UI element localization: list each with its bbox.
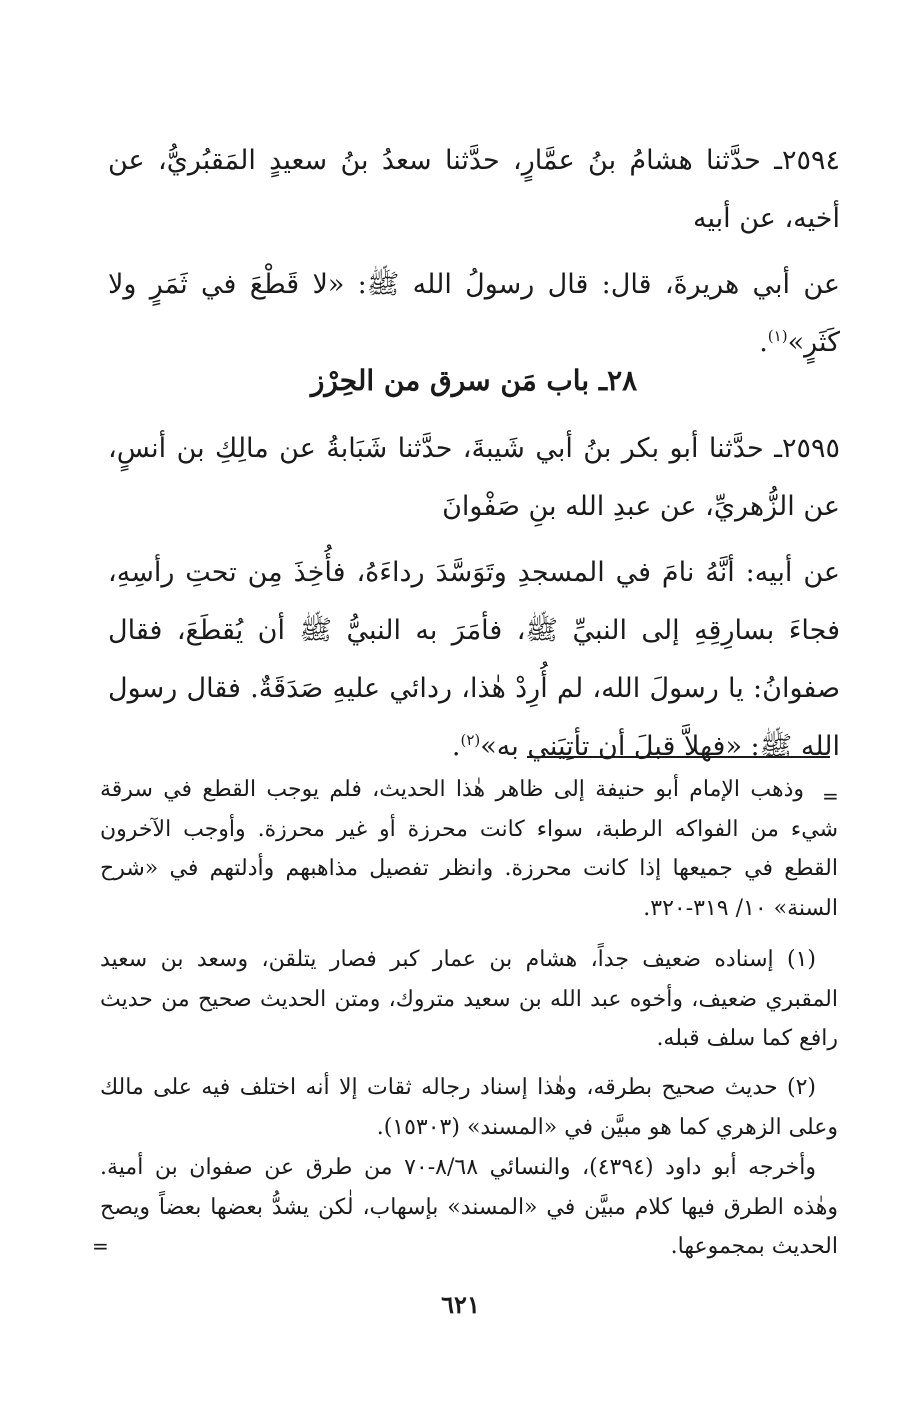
- hadith-2594-chain: ٢٥٩٤ـ حدَّثنا هشامُ بنُ عمَّارٍ، حدَّثنا سعدُ بنُ سعيدٍ المَقبُريُّ، عن أخيه، عن أبيه: [108, 145, 840, 234]
- footnote-continuation-mark: =: [822, 784, 839, 808]
- footnote-ref-2: (٢): [460, 731, 481, 749]
- footnote-ref-1: (١): [767, 327, 788, 345]
- footnote-1: (١) إسناده ضعيف جداً، هشام بن عمار كبر فصار يتلقن، وسعد بن سعيد المقبري ضعيف، وأخوه عبد الله بن سعيد متروك، ومتن الحديث صحيح من حديث رافع كما سلف قبله.: [100, 947, 838, 1051]
- hadith-2595-text: عن أبيه: أنَّهُ نامَ في المسجدِ وتَوَسَّدَ رداءَهُ، فأُخِذَ مِن تحتِ رأسِهِ، فجاءَ بسارِقِهِ إلى النبيِّ ﷺ، فأمَرَ به النبيُّ ﷺ أن يُقطَعَ، فقال صفوانُ: يا رسولَ الله، لم أُرِدْ هٰذا، ردائي عليهِ صَدَقَةٌ. فقال رسول الله ﷺ: «فهلاَّ قبلَ أن تأتِيَني به»: [108, 557, 840, 762]
- footnote-2-continued: وأخرجه أبو داود (٤٣٩٤)، والنسائي ٨/٦٨-٧٠ من طرق عن صفوان بن أمية. وهٰذه الطرق فيها كلام مبيَّن في «المسند» بإسهاب، لٰكن يشدُّ بعضها بعضاً ويصح الحديث بمجموعها.: [100, 1155, 838, 1259]
- hadith-2594-end: .: [759, 327, 768, 358]
- hadith-2595-chain: ٢٥٩٥ـ حدَّثنا أبو بكر بنُ أبي شَيبةَ، حدَّثنا شَبَابةُ عن مالِكِ بن أنسٍ، عن الزُّهريِّ، عن عبدِ الله بنِ صَفْوانَ: [108, 433, 840, 522]
- footnote-separator: [527, 756, 830, 758]
- chapter-title: ٢٨ـ باب مَن سرق من الحِرْز: [310, 364, 638, 397]
- hadith-2595-text-block: [108, 544, 840, 776]
- hadith-2594: [108, 132, 840, 372]
- hadith-2594-text: عن أبي هريرةَ، قال: قال رسولُ الله ﷺ: «لا قَطْعَ في ثَمَرٍ ولا كَثَرٍ»: [108, 269, 840, 358]
- footnote-end-mark: =: [92, 1234, 109, 1258]
- footnote-continued: وذهب الإمام أبو حنيفة إلى ظاهر هٰذا الحديث، فلم يوجب القطع في سرقة شيء من الفواكه الرطبة، سواء كانت محرزة أو غير محرزة. وأوجب الآخرون القطع في جميعها إذا كانت محرزة. وانظر تفصيل مذاهبهم وأدلتهم في «شرح السنة» ١٠/ ٣١٩-٣٢٠.: [100, 777, 838, 921]
- hadith-2595-end: .: [451, 731, 461, 762]
- hadith-2595: [108, 420, 840, 776]
- footnote-2: (٢) حديث صحيح بطرقه، وهٰذا إسناد رجاله ثقات إلا أنه اختلف فيه على مالك وعلى الزهري كما هو مبيَّن في «المسند» (١٥٣٠٣).: [100, 1075, 838, 1140]
- page-number: ٦٢١: [441, 1290, 480, 1319]
